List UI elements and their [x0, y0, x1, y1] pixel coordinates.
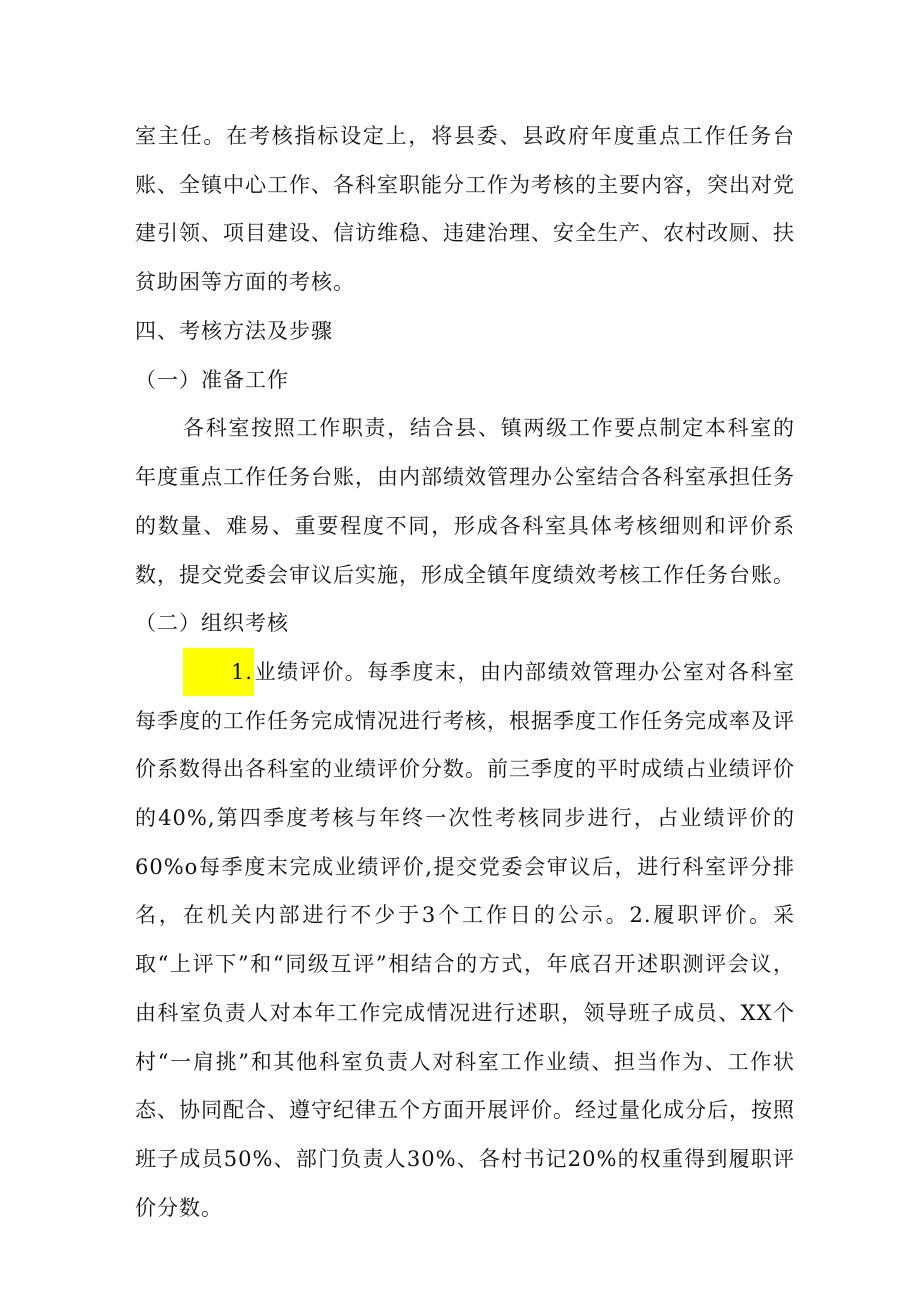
paragraph-organize-assessment — [135, 648, 795, 1232]
paragraph-organize-text: 业绩评价。每季度末，由内部绩效管理办公室对各科室每季度的工作任务完成情况进行考核，根据季度工作任务完成率及评价系数得出各科室的业绩评价分数。前三季度的平时成绩占业绩评价的40%,第四季度考核与年终一次性考核同步进行，占业绩评价的60%o每季度末完成业绩评价,提交党委会审议后，进行科室评分排名，在机关内部进行不少于3个工作日的公示。2.履职评价。采取“上评下”和“同级互评”相结合的方式，年底召开述职测评会议，由科室负责人对本年工作完成情况进行述职，领导班子成员、XX个村“一肩挑”和其他科室负责人对科室工作业绩、担当作为、工作状态、协同配合、遵守纪律五个方面开展评价。经过量化成分后，按照班子成员50%、部门负责人30%、各村书记20%的权重得到履职评价分数。 — [135, 659, 795, 1220]
section-heading: 四、考核方法及步骤 — [135, 319, 333, 343]
sub-heading-organize: （二）组织考核 — [135, 611, 289, 636]
document-body-main — [135, 307, 795, 1232]
paragraph-preparation: 各科室按照工作职责，结合县、镇两级工作要点制定本科室的年度重点工作任务台账，由内部绩效管理办公室结合各科室承担任务的数量、难易、重要程度不同，形成各科室具体考核细则和评价系数，提交党委会审议后实施，形成全镇年度绩效考核工作任务台账。 — [135, 416, 795, 587]
highlighted-marker: 1. — [183, 648, 254, 696]
paragraph-assessment-content: 室主任。在考核指标设定上，将县委、县政府年度重点工作任务台账、全镇中心工作、各科室职能分工作为考核的主要内容，突出对党建引领、项目建设、信访维稳、违建治理、安全生产、农村改厕、扶贫助困等方面的考核。 — [135, 124, 795, 295]
sub-heading-preparation: （一）准备工作 — [135, 367, 289, 392]
document-body-top — [135, 112, 795, 307]
